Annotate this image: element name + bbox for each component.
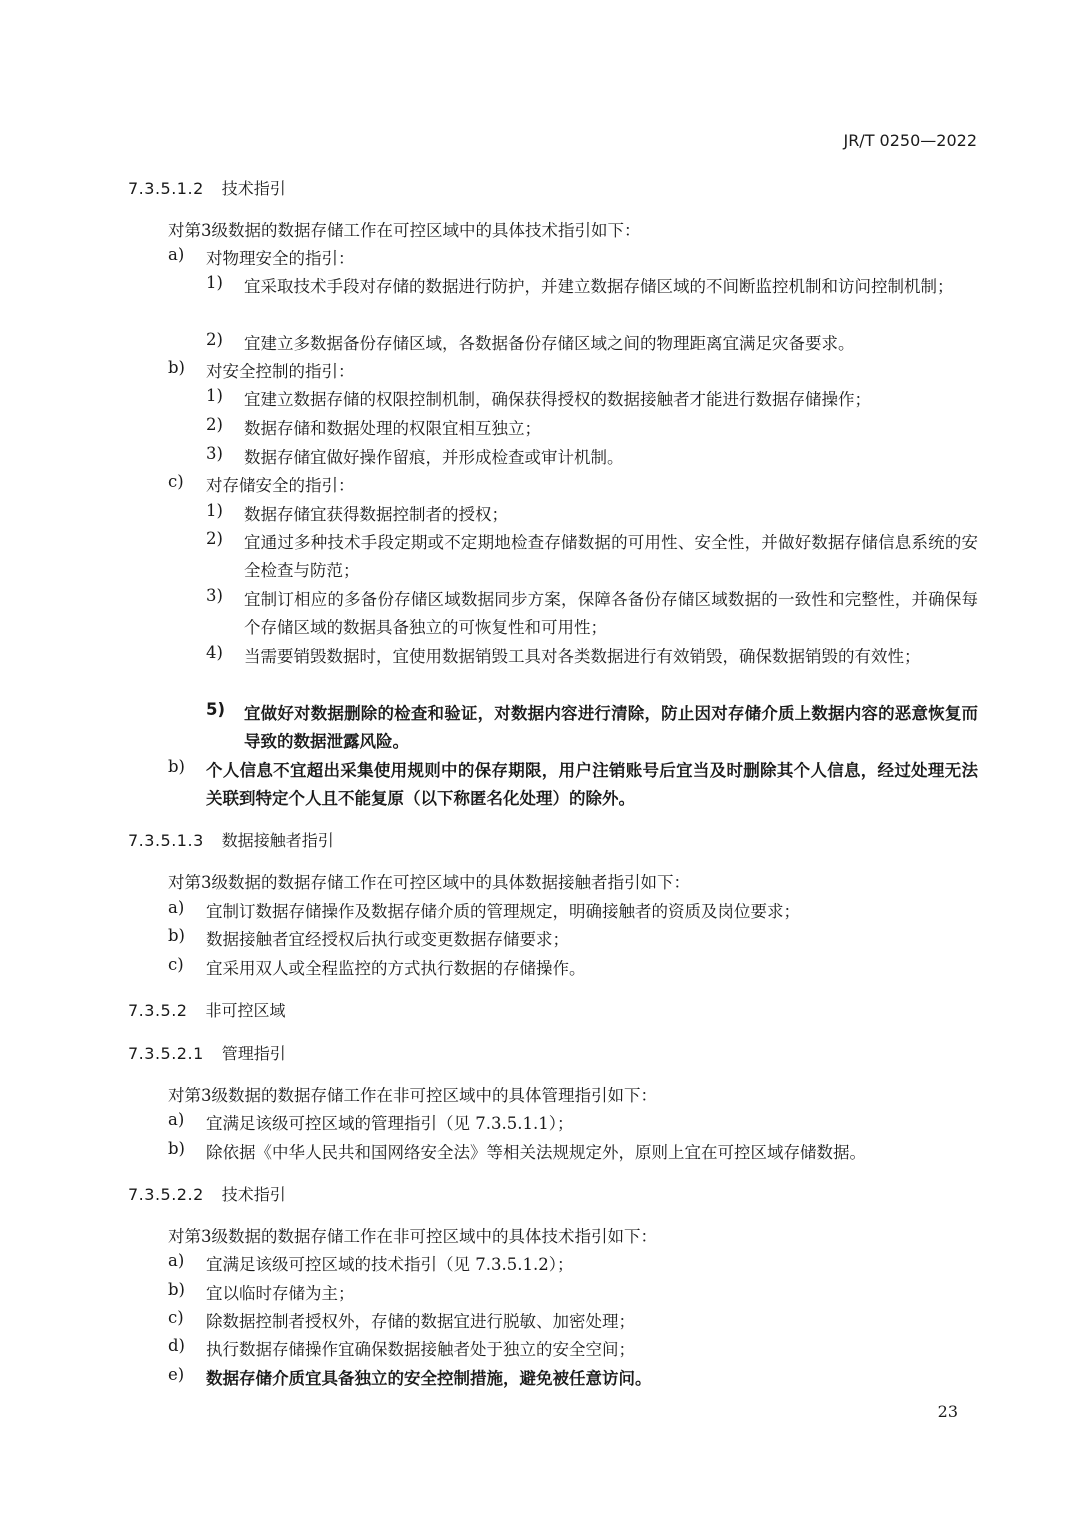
list-marker: d): [168, 1336, 185, 1355]
list-item-text: 当需要销毁数据时，宜使用数据销毁工具对各类数据进行有效销毁，确保数据销毁的有效性；: [244, 647, 921, 666]
list-item-text: 数据存储介质宜具备独立的安全控制措施，避免被任意访问。: [206, 1369, 652, 1388]
section-title: 技术指引: [221, 1185, 286, 1204]
section-number: 7.3.5.1.2: [128, 179, 204, 198]
list-item-text: 数据接触者宜经授权后执行或变更数据存储要求；: [206, 930, 569, 949]
list-item-text: 宜采用双人或全程监控的方式执行数据的存储操作。: [206, 959, 586, 978]
section-title: 技术指引: [221, 179, 286, 198]
paragraph: 对第3级数据的数据存储工作在非可控区域中的具体技术指引如下：: [168, 1227, 657, 1246]
list-item: [0, 273, 1080, 301]
paragraph: 对第3级数据的数据存储工作在可控区域中的具体技术指引如下：: [168, 221, 641, 240]
list-marker: a): [168, 898, 185, 917]
list-item-text: 宜以临时存储为主；: [206, 1284, 355, 1303]
list-marker: 3): [206, 444, 223, 463]
list-item-text: 宜制订数据存储操作及数据存储介质的管理规定，明确接触者的资质及岗位要求；: [206, 902, 800, 921]
list-item: [0, 926, 1080, 954]
list-marker: b): [168, 1139, 185, 1158]
section-heading-7-3-5-2: [128, 998, 286, 1021]
list-marker: b): [168, 926, 185, 945]
document-id: JR/T 0250—2022: [843, 131, 977, 150]
list-marker: 2): [206, 330, 223, 349]
list-item: [0, 444, 1080, 472]
list-marker: c): [168, 1308, 184, 1327]
list-item: [0, 245, 1080, 273]
list-item-text: 数据存储宜获得数据控制者的授权；: [244, 505, 508, 524]
list-item: [0, 1110, 1080, 1138]
list-marker: e): [168, 1365, 185, 1384]
list-marker: 4): [206, 643, 223, 662]
list-item: [0, 386, 1080, 414]
list-item: [0, 1336, 1080, 1364]
list-marker: 5): [206, 700, 226, 719]
section-heading-7-3-5-2-2: [128, 1182, 286, 1205]
list-item-text: 宜通过多种技术手段定期或不定期地检查存储数据的可用性、安全性，并做好数据存储信息系统的安全检查与防范；: [244, 533, 978, 580]
list-item-text: 数据存储宜做好操作留痕，并形成检查或审计机制。: [244, 448, 624, 467]
list-item-text: 宜做好对数据删除的检查和验证，对数据内容进行清除，防止因对存储介质上数据内容的恶意恢复而导致的数据泄露风险。: [244, 704, 978, 751]
list-marker: b): [168, 1280, 185, 1299]
list-item: [0, 643, 1080, 671]
section-title: 管理指引: [221, 1044, 286, 1063]
list-item: [0, 472, 1080, 500]
section-heading-7-3-5-2-1: [128, 1041, 286, 1064]
section-number: 7.3.5.2: [128, 1001, 188, 1020]
list-item: [0, 955, 1080, 983]
list-item-text: 除依据《中华人民共和国网络安全法》等相关法规规定外，原则上宜在可控区域存储数据。: [206, 1143, 866, 1162]
list-marker: b): [168, 358, 185, 377]
list-item-text: 宜制订相应的多备份存储区域数据同步方案，保障各备份存储区域数据的一致性和完整性，并确保每个存储区域的数据具备独立的可恢复性和可用性；: [244, 590, 978, 637]
list-item-text: 宜满足该级可控区域的管理指引（见 7.3.5.1.1）；: [206, 1114, 574, 1133]
section-title: 数据接触者指引: [221, 831, 334, 850]
list-item-text: 宜建立数据存储的权限控制机制，确保获得授权的数据接触者才能进行数据存储操作；: [244, 390, 871, 409]
list-marker: 2): [206, 529, 223, 548]
list-item: [0, 358, 1080, 386]
list-marker: 3): [206, 586, 223, 605]
list-marker: c): [168, 472, 184, 491]
list-marker: a): [168, 1251, 185, 1270]
list-marker: b): [168, 757, 185, 776]
list-item: [0, 1365, 1080, 1393]
list-item: [0, 1251, 1080, 1279]
list-item: [0, 898, 1080, 926]
list-item-text: 对物理安全的指引：: [206, 249, 355, 268]
section-number: 7.3.5.1.3: [128, 831, 204, 850]
list-marker: 2): [206, 415, 223, 434]
section-title: 非可控区域: [205, 1001, 286, 1020]
section-number: 7.3.5.2.1: [128, 1044, 204, 1063]
list-marker: c): [168, 955, 184, 974]
list-item-text: 宜满足该级可控区域的技术指引（见 7.3.5.1.2）；: [206, 1255, 574, 1274]
list-item: [0, 415, 1080, 443]
section-heading-7-3-5-1-2: [128, 176, 286, 199]
list-item-text: 宜采取技术手段对存储的数据进行防护，并建立数据存储区域的不间断监控机制和访问控制机制；: [244, 277, 954, 296]
list-marker: 1): [206, 386, 223, 405]
list-item: [0, 330, 1080, 358]
list-item: [0, 501, 1080, 529]
list-item: [0, 529, 1080, 580]
section-heading-7-3-5-1-3: [128, 828, 334, 851]
list-item: [0, 757, 1080, 808]
list-item: [0, 1139, 1080, 1167]
list-item-text: 执行数据存储操作宜确保数据接触者处于独立的安全空间；: [206, 1340, 635, 1359]
list-item: [0, 1308, 1080, 1336]
list-item: [0, 1280, 1080, 1308]
list-item-text: 个人信息不宜超出采集使用规则中的保存期限，用户注销账号后宜当及时删除其个人信息，经过处理无法关联到特定个人且不能复原（以下称匿名化处理）的除外。: [206, 761, 978, 808]
list-item: [0, 586, 1080, 637]
list-marker: 1): [206, 273, 223, 292]
page-number: 23: [937, 1402, 958, 1421]
section-number: 7.3.5.2.2: [128, 1185, 204, 1204]
list-marker: a): [168, 245, 185, 264]
paragraph: 对第3级数据的数据存储工作在非可控区域中的具体管理指引如下：: [168, 1086, 657, 1105]
list-marker: a): [168, 1110, 185, 1129]
list-item-text: 对安全控制的指引：: [206, 362, 355, 381]
list-item-text: 除数据控制者授权外，存储的数据宜进行脱敏、加密处理；: [206, 1312, 635, 1331]
list-item-text: 宜建立多数据备份存储区域，各数据备份存储区域之间的物理距离宜满足灾备要求。: [244, 334, 855, 353]
list-item-text: 数据存储和数据处理的权限宜相互独立；: [244, 419, 541, 438]
paragraph: 对第3级数据的数据存储工作在可控区域中的具体数据接触者指引如下：: [168, 873, 690, 892]
list-marker: 1): [206, 501, 223, 520]
list-item-text: 对存储安全的指引：: [206, 476, 355, 495]
list-item: [0, 700, 1080, 751]
